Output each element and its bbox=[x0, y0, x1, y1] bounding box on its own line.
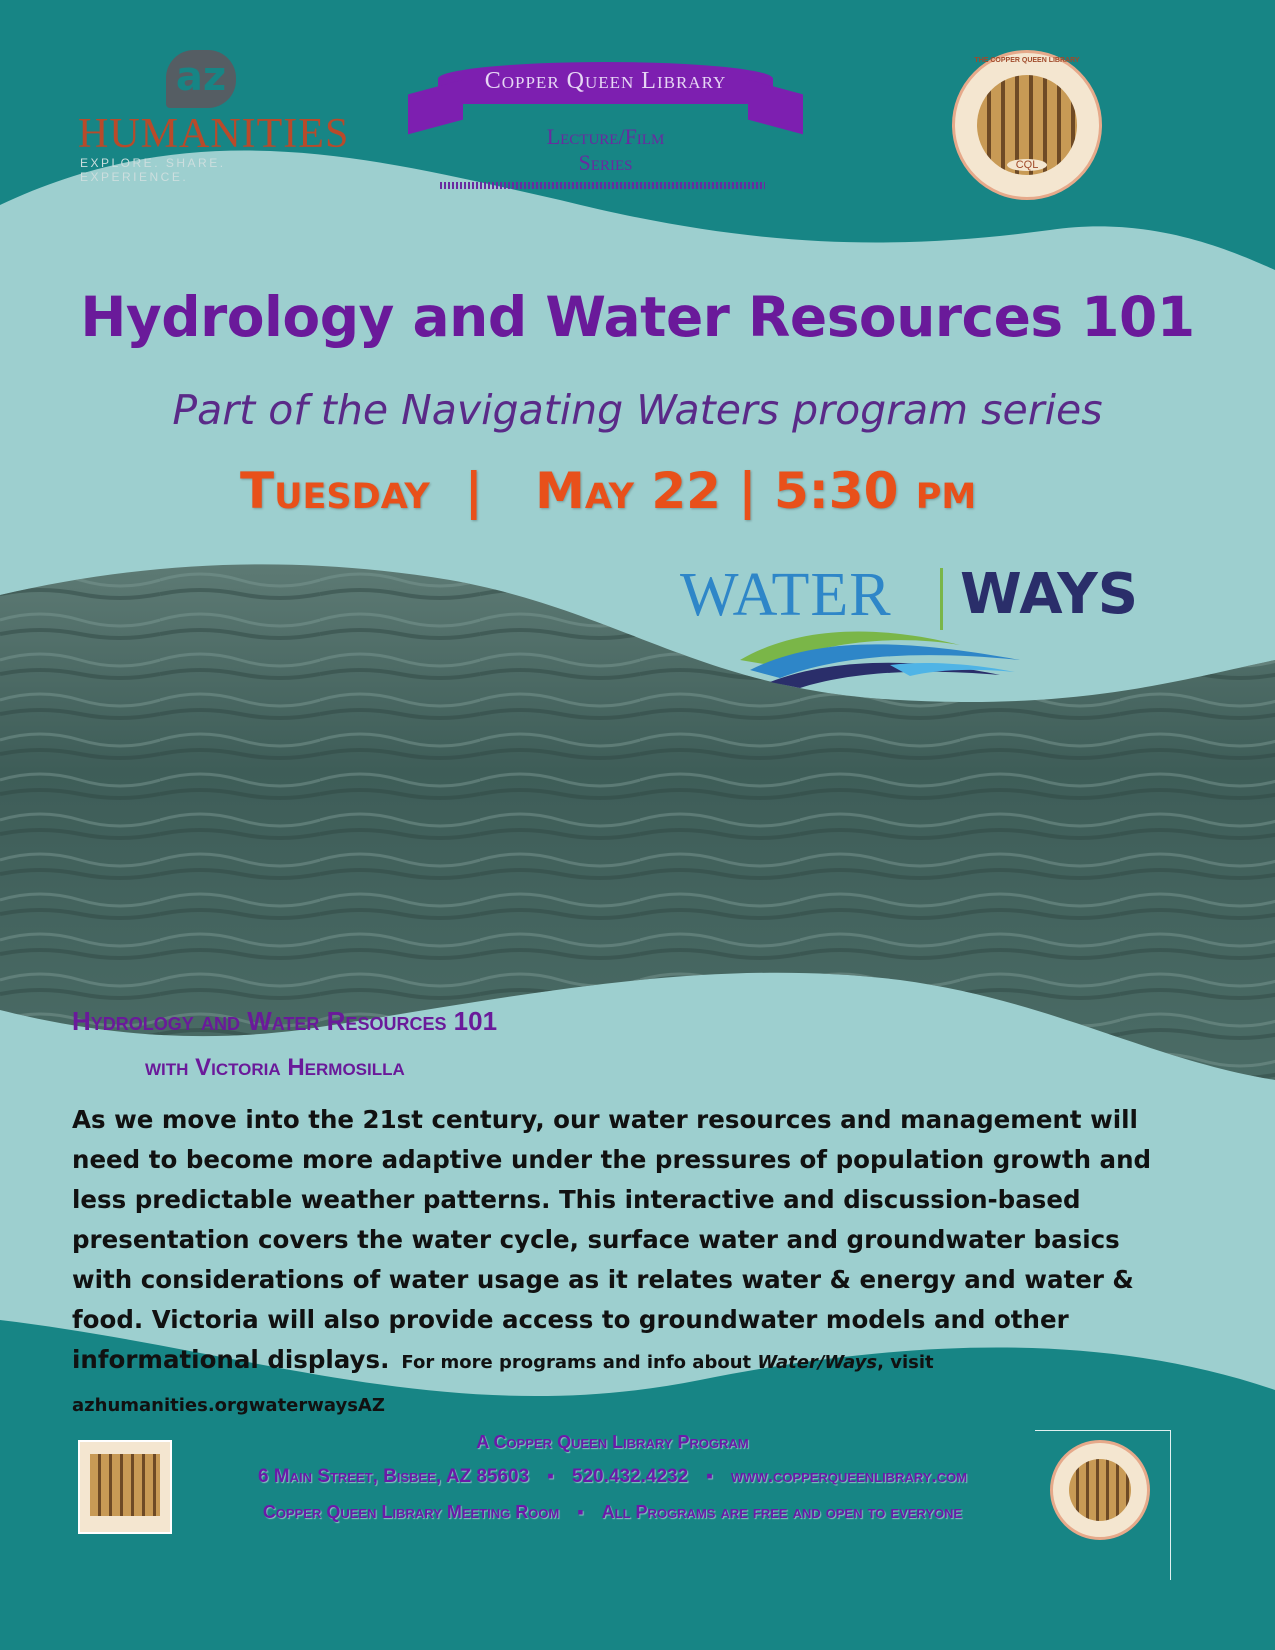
water-ways-logo-water: WATER bbox=[680, 561, 892, 629]
az-mark: az bbox=[175, 54, 227, 100]
separator: ▪ bbox=[706, 1466, 713, 1487]
footer-website[interactable]: www.copperqueenlibrary.com bbox=[730, 1466, 968, 1487]
event-date: May 22 bbox=[535, 462, 721, 520]
ribbon-text: Copper Queen Library bbox=[484, 68, 727, 94]
more-info-link[interactable]: , visit azhumanities.orgwaterwaysAZ bbox=[72, 1352, 934, 1416]
lecture-film-series-banner bbox=[408, 52, 803, 192]
footer-address: 6 Main Street, Bisbee, AZ 85603 bbox=[257, 1466, 530, 1487]
water-ways-waves-icon bbox=[740, 620, 1020, 690]
footer-phone: 520.432.4232 bbox=[571, 1466, 689, 1487]
event-time: 5:30 pm bbox=[774, 462, 977, 520]
copper-queen-library-seal bbox=[952, 50, 1102, 200]
az-humanities-logo bbox=[78, 50, 350, 184]
more-info-program: Water/Ways bbox=[757, 1352, 878, 1373]
water-ways-logo-ways: WAYS bbox=[960, 562, 1139, 627]
separator: ▪ bbox=[577, 1502, 584, 1522]
water-ways-logo bbox=[680, 560, 1180, 690]
event-title: Hydrology and Water Resources 101 bbox=[80, 285, 1195, 349]
series-line-1: Lecture/Film bbox=[546, 124, 665, 149]
footer-venue-line bbox=[0, 1502, 1225, 1523]
more-info-prefix: For more programs and info about bbox=[401, 1352, 758, 1373]
footer-free-note: All Programs are free and open to everyone bbox=[601, 1502, 963, 1522]
footer-line-right bbox=[1035, 1430, 1170, 1431]
seal-ring-text: THE COPPER QUEEN LIBRARY bbox=[974, 57, 1080, 64]
humanities-tagline: EXPLORE. SHARE. EXPERIENCE. bbox=[80, 156, 226, 184]
description-body bbox=[72, 1100, 1182, 1426]
series-line-2: Series bbox=[578, 150, 633, 175]
seal-monogram: CQL bbox=[1007, 159, 1047, 171]
event-subtitle: Part of the Navigating Waters program series bbox=[172, 386, 1103, 434]
separator: ▪ bbox=[547, 1466, 554, 1487]
description-text: As we move into the 21st century, our water resources and management will need to become more adaptive under the pressures of population growth and less predictable weather patterns. This interactive and discussion-based presentation covers the water cycle, surface water and groundwater basics with considerations of water usage as it relates water & energy and water & food. Victoria will also provide access to groundwater models and other informational displays. bbox=[72, 1105, 1152, 1374]
footer-seal-right bbox=[1050, 1440, 1150, 1540]
humanities-wordmark: HUMANITIES bbox=[78, 111, 350, 157]
description-heading: Hydrology and Water Resources 101 bbox=[72, 1006, 498, 1036]
event-day: Tuesday bbox=[240, 462, 430, 520]
footer-contact-line bbox=[0, 1466, 1225, 1488]
footer-program-line: A Copper Queen Library Program bbox=[476, 1432, 749, 1452]
event-date-line: Tuesday | May 22 | 5:30 pm bbox=[240, 462, 977, 520]
presenter-line: with Victoria Hermosilla bbox=[145, 1054, 405, 1081]
footer-room: Copper Queen Library Meeting Room bbox=[262, 1502, 560, 1522]
banner-underline bbox=[440, 182, 765, 189]
